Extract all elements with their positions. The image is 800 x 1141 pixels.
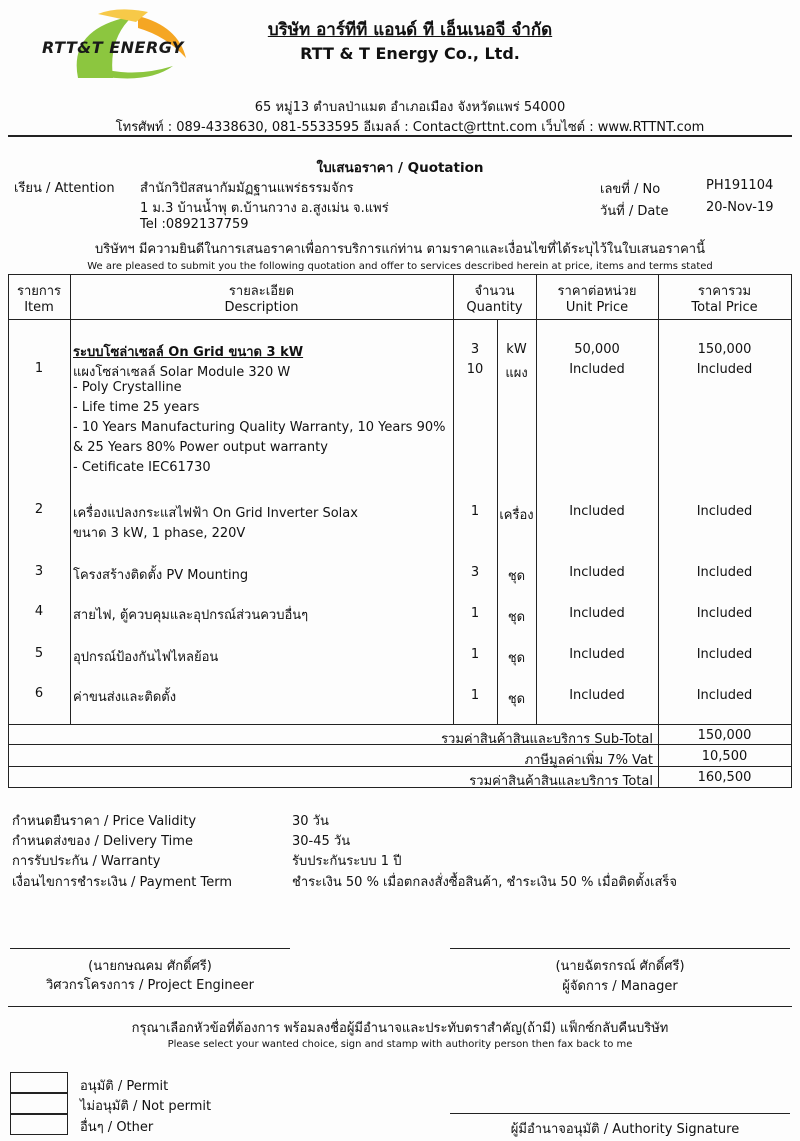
system-total-price: 150,000: [697, 342, 752, 357]
attention-label: เรียน / Attention: [14, 181, 115, 196]
header-quantity-thai: จำนวน: [474, 284, 515, 299]
header-description-thai: รายละเอียด: [228, 284, 295, 299]
signature-line-right: [450, 948, 790, 949]
logo-text: RTT&T ENERGY: [42, 38, 184, 57]
company-address: 65 หมู่13 ตำบลป่าแมต อำเภอเมือง จังหวัดแพร่ 54000: [254, 100, 566, 115]
document-title: ใบเสนอราคา / Quotation: [316, 160, 484, 176]
permit-label: อนุมัติ / Permit: [80, 1079, 169, 1094]
doc-date-value: 20-Nov-19: [706, 200, 774, 215]
spec-note: - 10 Years Manufacturing Quality Warranty, 10 Years 90%: [73, 420, 446, 435]
system-unit: kW: [506, 342, 527, 357]
spec-note: - Poly Crystalline: [73, 380, 182, 395]
signature-line-left: [10, 948, 290, 949]
header-quantity-english: Quantity: [466, 300, 523, 315]
not-permit-checkbox[interactable]: [10, 1093, 68, 1114]
company-name-english: RTT & T Energy Co., Ltd.: [300, 44, 520, 63]
manager-name: (นายฉัตรกรณ์ ศักดิ์ศรี): [555, 959, 685, 974]
system-unit-price: 50,000: [574, 342, 620, 357]
spec-note: - Life time 25 years: [73, 400, 200, 415]
doc-no-label: เลขที่ / No: [600, 182, 661, 197]
header-item-english: Item: [24, 300, 54, 315]
term-warranty-label: การรับประกัน / Warranty: [12, 854, 161, 869]
total-label: รวมค่าสินค้าสินและบริการ Total: [469, 774, 653, 789]
authority-signature-line: [450, 1113, 790, 1114]
engineer-name: (นายกษณคม ศักดิ์ศรี): [88, 959, 212, 974]
instructions-divider: [8, 1006, 792, 1007]
not-permit-label: ไม่อนุมัติ / Not permit: [80, 1099, 212, 1114]
company-contact: โทรศัพท์ : 089-4338630, 081-5533595 อีเมลล์ : Contact@rttnt.com เว็บไซต์ : www.RTTNT.com: [115, 120, 705, 135]
spec-note: & 25 Years 80% Power output warranty: [73, 440, 328, 455]
term-delivery-label: กำหนดส่งของ / Delivery Time: [12, 834, 193, 849]
term-warranty-value: รับประกันระบบ 1 ปี: [292, 854, 402, 869]
total-value: 160,500: [697, 770, 752, 785]
permit-checkbox[interactable]: [10, 1072, 68, 1093]
attention-line-2: 1 ม.3 บ้านน้ำพุ ต.บ้านกวาง อ.สูงเม่น จ.แพร่: [140, 201, 389, 216]
manager-role: ผู้จัดการ / Manager: [562, 979, 678, 994]
term-payment-value: ชำระเงิน 50 % เมื่อตกลงสั่งซื้อสินค้า, ชำระเงิน 50 % เมื่อติดตั้งเสร็จ: [292, 875, 678, 890]
subtotal-label: รวมค่าสินค้าสินและบริการ Sub-Total: [441, 732, 653, 747]
company-logo: [38, 8, 198, 86]
authority-signature-label: ผู้มีอำนาจอนุมัติ / Authority Signature: [510, 1122, 740, 1137]
vat-label: ภาษีมูลค่าเพิ่ม 7% Vat: [524, 753, 653, 768]
term-delivery-value: 30-45 วัน: [292, 834, 351, 849]
attention-line-3: Tel :0892137759: [140, 217, 249, 232]
header-divider: [8, 135, 792, 137]
vat-value: 10,500: [701, 749, 748, 764]
doc-no-value: PH191104: [706, 178, 774, 193]
other-label: อื่นๆ / Other: [80, 1120, 154, 1135]
doc-date-label: วันที่ / Date: [600, 204, 669, 219]
company-name-thai: บริษัท อาร์ทีที แอนด์ ที เอ็นเนอจี จำกัด: [267, 20, 553, 40]
header-unit-price-english: Unit Price: [565, 300, 629, 315]
header-item-thai: รายการ: [16, 284, 62, 299]
attention-line-1: สำนักวิปัสสนากัมมัฏฐานแพร่ธรรมจักร: [140, 181, 354, 196]
system-title: ระบบโซล่าเซลล์ On Grid ขนาด 3 kW: [73, 345, 304, 360]
instructions-english: Please select your wanted choice, sign and stamp with authority person then fax back to me: [167, 1039, 633, 1050]
term-payment-label: เงื่อนไขการชำระเงิน / Payment Term: [12, 875, 233, 890]
other-checkbox[interactable]: [10, 1114, 68, 1135]
header-total-price-thai: ราคารวม: [697, 284, 752, 299]
term-validity-label: กำหนดยืนราคา / Price Validity: [12, 814, 197, 829]
intro-thai: บริษัทฯ มีความยินดีในการเสนอราคาเพื่อการบริการแก่ท่าน ตามราคาและเงื่อนไขที่ได้ระบุไว้ในใบเสนอราคานี้: [95, 242, 705, 257]
subtotal-value: 150,000: [697, 728, 752, 743]
header-total-price-english: Total Price: [691, 300, 758, 315]
engineer-role: วิศวกรโครงการ / Project Engineer: [45, 978, 255, 993]
instructions-thai: กรุณาเลือกหัวข้อที่ต้องการ พร้อมลงชื่อผู้มีอำนาจและประทับตราสำคัญ(ถ้ามี) แฟ็กซ์กลับคืนบริษัท: [131, 1021, 669, 1036]
term-validity-value: 30 วัน: [292, 814, 329, 829]
header-unit-price-thai: ราคาต่อหน่วย: [557, 284, 637, 299]
intro-english: We are pleased to submit you the following quotation and offer to services described herein at price, items and terms stated: [87, 261, 713, 272]
spec-note: - Cetificate IEC61730: [73, 460, 211, 475]
system-qty: 3: [470, 342, 480, 357]
header-description-english: Description: [224, 300, 299, 315]
